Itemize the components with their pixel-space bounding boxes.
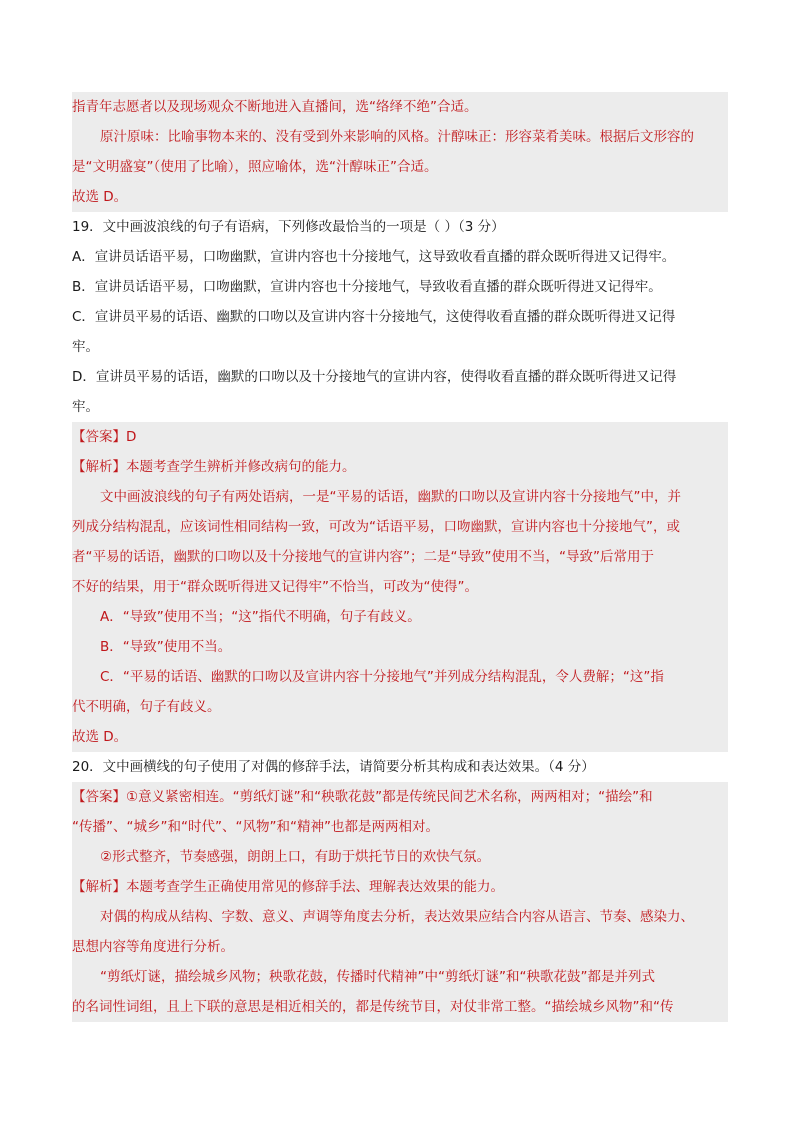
analysis-line: 列成分结构混乱，应该词性相同结构一致，可改为“话语平易，口吻幽默，宣讲内容也十分接地气”，或 xyxy=(72,519,680,535)
analysis-line: 者“平易的话语，幽默的口吻以及十分接地气的宣讲内容”；二是“导致”使用不当，“导致”后常用于 xyxy=(72,549,654,565)
answer-value: D xyxy=(126,429,137,445)
option-c: C．宣讲员平易的话语、幽默的口吻以及宣讲内容十分接地气，这使得收看直播的群众既听得进又记得 xyxy=(72,309,676,325)
analysis-line: 不好的结果，用于“群众既听得进又记得牢”不恰当，可改为“使得”。 xyxy=(72,579,478,595)
answer-point-1: ①意义紧密相连。“剪纸灯谜”和“秧歌花鼓”都是传统民间艺术名称，两两相对；“描绘”和 xyxy=(126,789,653,805)
option-a: A．宣讲员话语平易，口吻幽默，宣讲内容也十分接地气，这导致收看直播的群众既听得进又记得牢。 xyxy=(72,249,676,265)
option-note-c-cont: 代不明确，句子有歧义。 xyxy=(72,699,221,715)
answer-line xyxy=(72,422,728,452)
answer-tag: 【答案】 xyxy=(72,429,126,445)
answer-block-19 xyxy=(72,422,728,752)
question-stem: 19．文中画波浪线的句子有语病，下列修改最恰当的一项是（ ）（3 分） xyxy=(72,219,505,235)
answer-line xyxy=(72,782,728,812)
question-stem: 20．文中画横线的句子使用了对偶的修辞手法，请简要分析其构成和表达效果。（4 分） xyxy=(72,759,595,775)
analysis-line: 对偶的构成从结构、字数、意义、声调等角度去分析，表达效果应结合内容从语言、节奏、感染力、 xyxy=(100,909,694,925)
option-d: D．宣讲员平易的话语，幽默的口吻以及十分接地气的宣讲内容，使得收看直播的群众既听得进又记得 xyxy=(72,369,677,385)
analysis-summary: 本题考查学生正确使用常见的修辞手法、理解表达效果的能力。 xyxy=(126,879,504,895)
analysis-summary: 本题考查学生辨析并修改病句的能力。 xyxy=(126,459,356,475)
answer-block-20 xyxy=(72,782,728,1022)
question-20 xyxy=(72,752,728,782)
analysis-heading xyxy=(72,452,728,482)
analysis-line: “剪纸灯谜，描绘城乡风物；秧歌花鼓，传播时代精神”中“剪纸灯谜”和“秧歌花鼓”都是并列式 xyxy=(100,969,655,985)
option-d-cont: 牢。 xyxy=(72,399,99,415)
analysis-line: 原汁原味：比喻事物本来的、没有受到外来影响的风格。汁醇味正：形容菜肴美味。根据后文形容的 xyxy=(100,129,694,145)
document-page xyxy=(72,92,728,1022)
analysis-tag: 【解析】 xyxy=(72,879,126,895)
answer-point-1-cont: “传播”、“城乡”和“时代”、“风物”和“精神”也都是两两相对。 xyxy=(72,819,439,835)
analysis-line: 的名词性词组，且上下联的意思是相近相关的，都是传统节目，对仗非常工整。“描绘城乡风物”和“传 xyxy=(72,999,674,1015)
option-b: B．宣讲员话语平易，口吻幽默，宣讲内容也十分接地气，导致收看直播的群众既听得进又记得牢。 xyxy=(72,279,662,295)
question-19 xyxy=(72,212,728,422)
answer-point-2: ②形式整齐，节奏感强，朗朗上口，有助于烘托节日的欢快气氛。 xyxy=(100,849,491,865)
conclusion-line: 故选 D。 xyxy=(72,189,128,205)
option-c-cont: 牢。 xyxy=(72,339,99,355)
analysis-line: 文中画波浪线的句子有两处语病，一是“平易的话语，幽默的口吻以及宣讲内容十分接地气”中，并 xyxy=(100,489,681,505)
analysis-line: 是“文明盛宴”（使用了比喻），照应喻体，选“汁醇味正”合适。 xyxy=(72,159,438,175)
analysis-line: 指青年志愿者以及现场观众不断地进入直播间，选“络绎不绝”合适。 xyxy=(72,99,478,115)
answer-tag: 【答案】 xyxy=(72,789,126,805)
option-note-c: C．“平易的话语、幽默的口吻以及宣讲内容十分接地气”并列成分结构混乱，令人费解；“这”指 xyxy=(100,669,664,685)
analysis-line: 思想内容等角度进行分析。 xyxy=(72,939,234,955)
option-note-b: B．“导致”使用不当。 xyxy=(100,639,232,655)
analysis-tag: 【解析】 xyxy=(72,459,126,475)
conclusion-line: 故选 D。 xyxy=(72,729,128,745)
option-note-a: A．“导致”使用不当；“这”指代不明确，句子有歧义。 xyxy=(100,609,421,625)
analysis-heading xyxy=(72,872,728,902)
analysis-block-prev xyxy=(72,92,728,212)
